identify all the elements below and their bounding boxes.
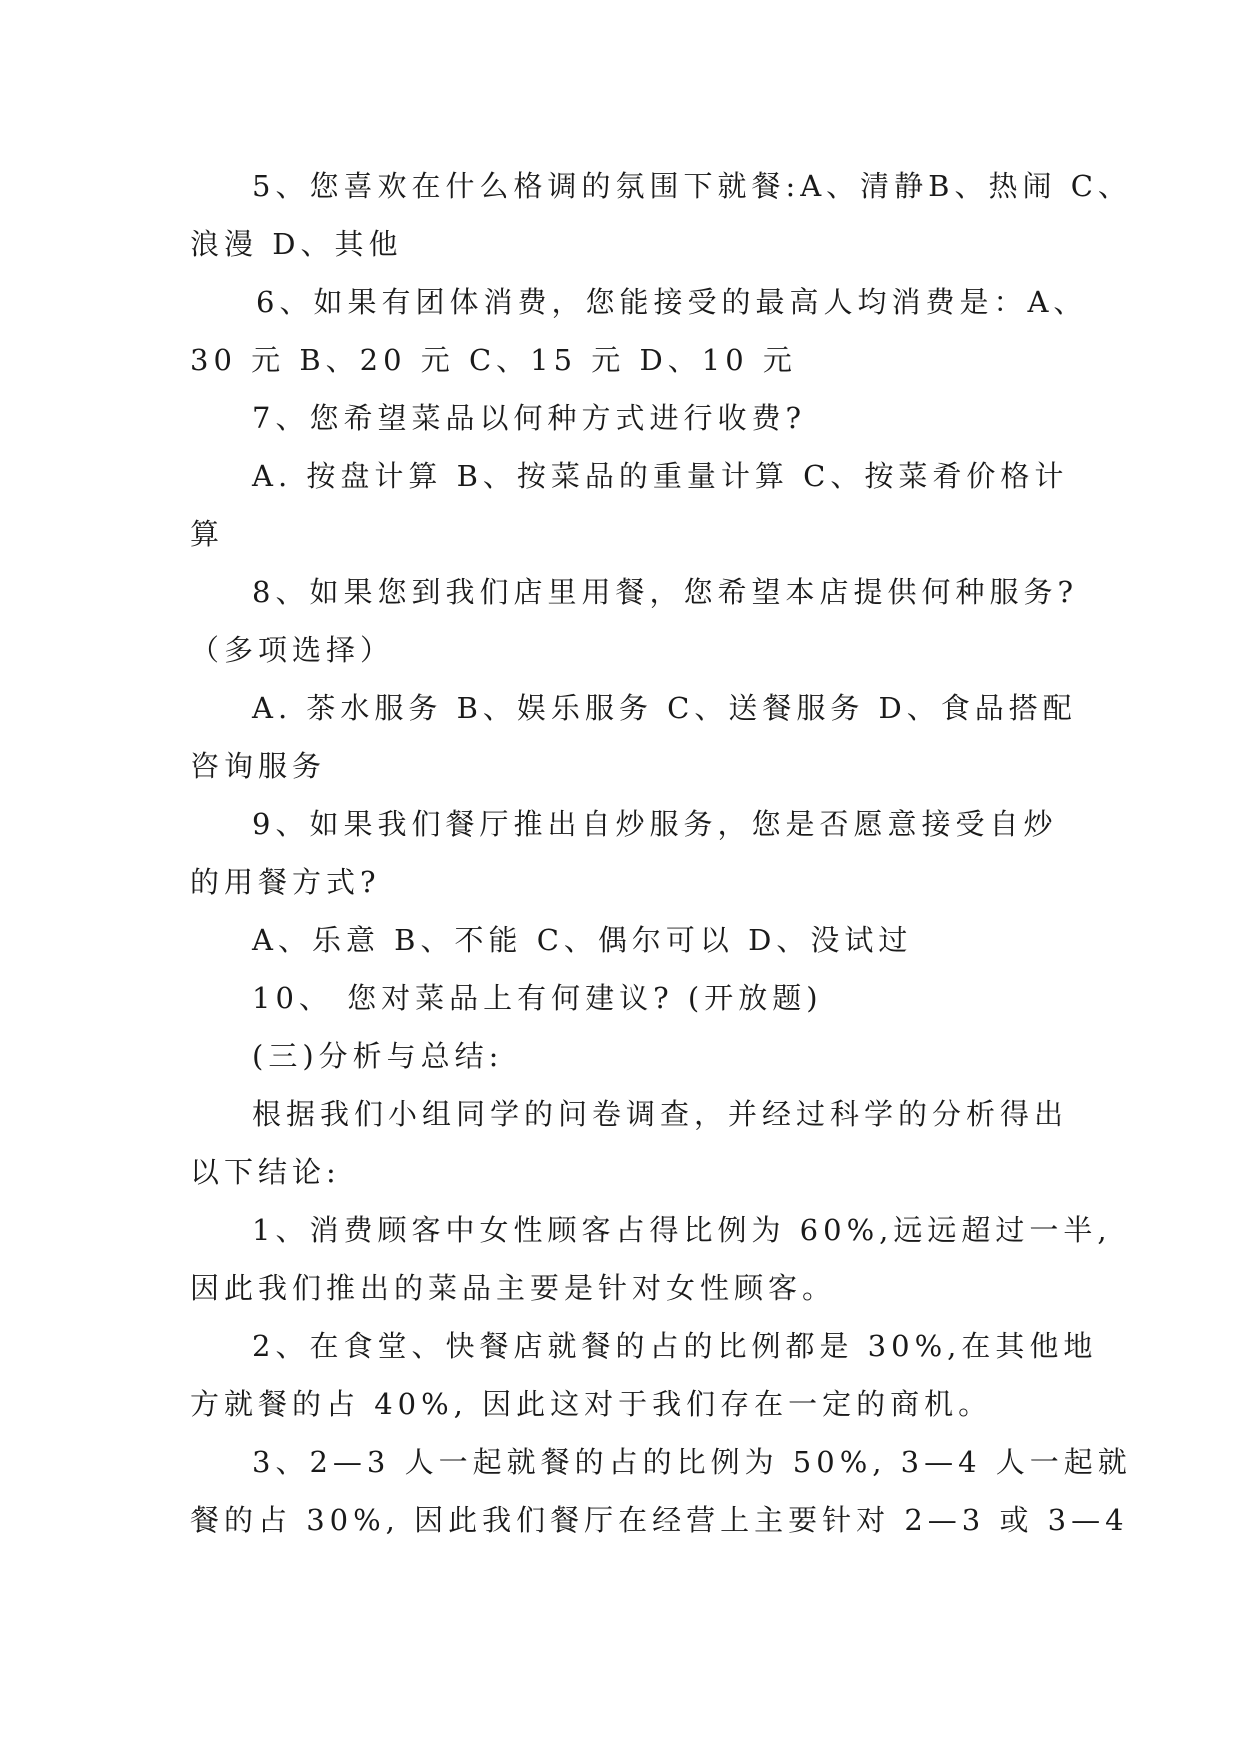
question-5-line-2: 浪漫 D、其他 xyxy=(190,227,403,261)
question-9-line-1: 9、如果我们餐厅推出自炒服务，您是否愿意接受自炒 xyxy=(252,807,1058,841)
question-7: 7、您希望菜品以何种方式进行收费? xyxy=(252,401,806,435)
question-7-options-line-1: A. 按盘计算 B、按菜品的重量计算 C、按菜肴价格计 xyxy=(252,459,1069,493)
question-8-options-line-2: 咨询服务 xyxy=(190,749,327,783)
conclusion-1-line-1: 1、消费顾客中女性顾客占得比例为 60%,远远超过一半, xyxy=(252,1213,1112,1247)
conclusion-3-line-1: 3、2—3 人一起就餐的占的比例为 50%, 3—4 人一起就 xyxy=(252,1445,1132,1479)
conclusion-2-line-1: 2、在食堂、快餐店就餐的占的比例都是 30%,在其他地 xyxy=(252,1329,1098,1363)
conclusion-1-line-2: 因此我们推出的菜品主要是针对女性顾客。 xyxy=(190,1271,837,1305)
summary-intro-line-1: 根据我们小组同学的问卷调查，并经过科学的分析得出 xyxy=(252,1097,1069,1131)
question-8-line-1: 8、如果您到我们店里用餐，您希望本店提供何种服务? xyxy=(252,575,1078,609)
conclusion-3-line-2: 餐的占 30%, 因此我们餐厅在经营上主要针对 2—3 或 3—4 xyxy=(190,1503,1129,1537)
question-9-line-2: 的用餐方式? xyxy=(190,865,381,899)
question-5-line-1: 5、您喜欢在什么格调的氛围下就餐:A、清静B、热闹 C、 xyxy=(252,169,1132,203)
question-8-options-line-1: A. 茶水服务 B、娱乐服务 C、送餐服务 D、食品搭配 xyxy=(252,691,1077,725)
question-10: 10、 您对菜品上有何建议? (开放题) xyxy=(252,981,823,1015)
question-8-line-2: （多项选择） xyxy=(190,633,395,667)
summary-intro-line-2: 以下结论: xyxy=(190,1155,341,1189)
question-6-line-1: 6、如果有团体消费，您能接受的最高人均消费是：A、 xyxy=(256,285,1088,319)
question-6-line-2: 30 元 B、20 元 C、15 元 D、10 元 xyxy=(190,343,797,377)
question-9-options: A、乐意 B、不能 C、偶尔可以 D、没试过 xyxy=(252,923,913,957)
conclusion-2-line-2: 方就餐的占 40%, 因此这对于我们存在一定的商机。 xyxy=(190,1387,993,1421)
question-7-options-line-2: 算 xyxy=(190,517,225,551)
section-heading-analysis: (三)分析与总结: xyxy=(252,1039,504,1073)
